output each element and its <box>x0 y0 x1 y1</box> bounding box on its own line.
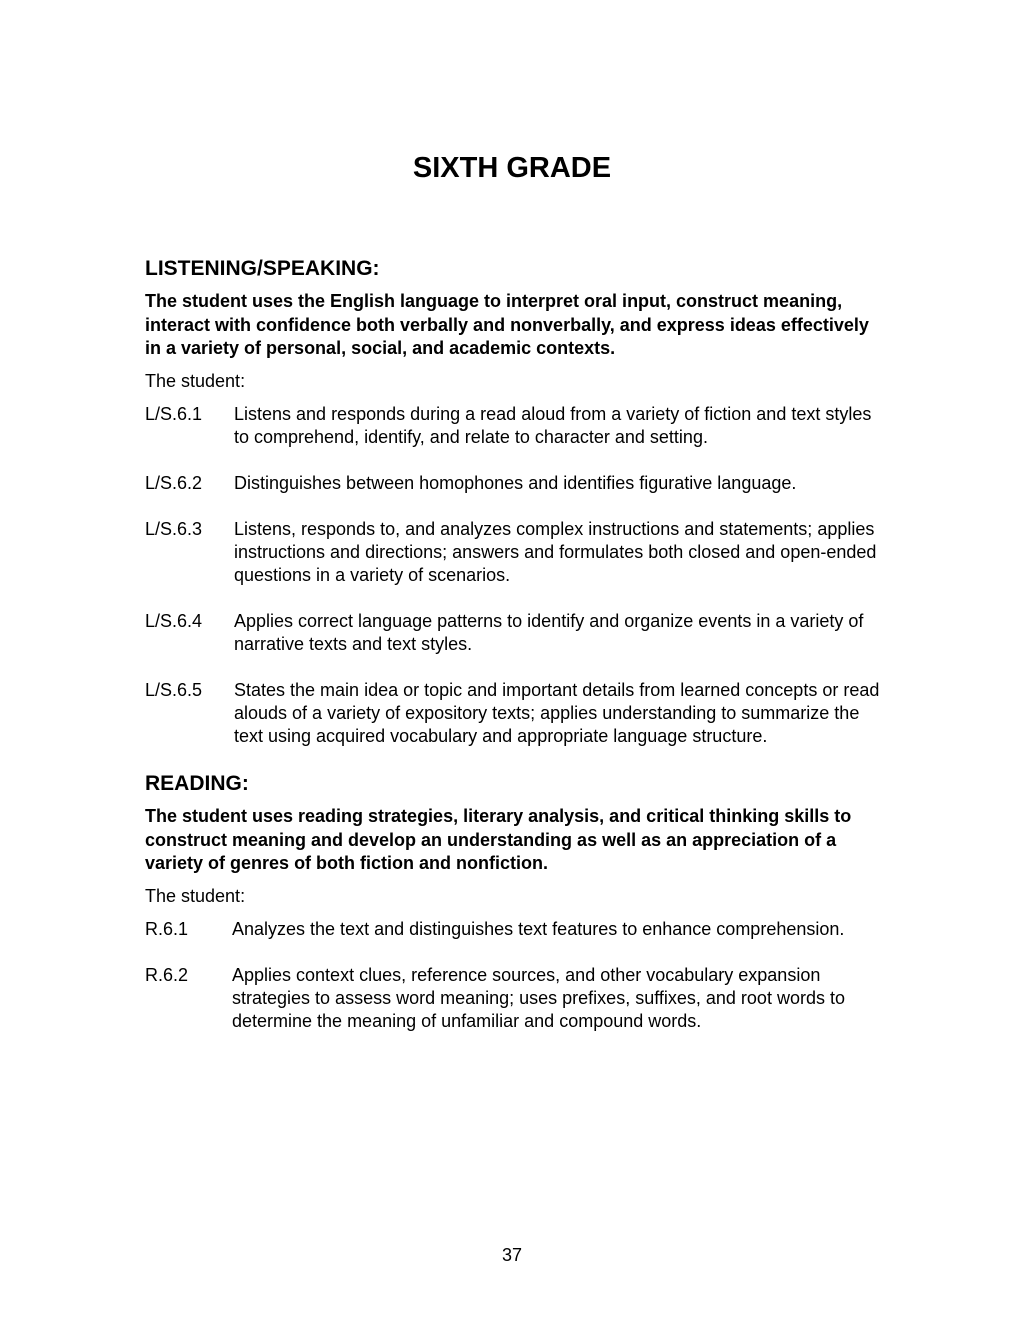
page-content <box>145 256 885 1056</box>
standard-code: R.6.2 <box>145 965 189 985</box>
standard-item <box>145 918 885 941</box>
reading-section <box>145 771 885 1033</box>
standard-description: Analyzes the text and distinguishes text features to enhance comprehension. <box>232 919 845 939</box>
standard-item <box>145 679 885 748</box>
page-title: SIXTH GRADE <box>412 152 612 184</box>
standard-code: L/S.6.3 <box>145 519 203 539</box>
standard-description: Listens and responds during a read aloud from a variety of fiction and text styles to comprehend, identify, and relate to character and setting. <box>234 404 872 447</box>
standard-code: R.6.1 <box>145 919 189 939</box>
section-intro-reading: The student uses reading strategies, literary analysis, and critical thinking skills to construct meaning and develop an understanding as well as an appreciation of a variety of genres of both fiction and nonfiction. <box>145 806 852 873</box>
lead-in-listening: The student: <box>145 370 246 391</box>
standard-description: Distinguishes between homophones and identifies figurative language. <box>234 473 797 493</box>
standard-item <box>145 518 885 587</box>
standard-code: L/S.6.5 <box>145 680 203 700</box>
standard-item <box>145 964 885 1033</box>
standard-code: L/S.6.1 <box>145 404 203 424</box>
standard-item <box>145 403 885 449</box>
section-heading-listening: LISTENING/SPEAKING: <box>145 257 380 280</box>
standard-code: L/S.6.2 <box>145 473 203 493</box>
page-number: 37 <box>501 1245 523 1265</box>
standard-item <box>145 472 885 495</box>
standard-description: Listens, responds to, and analyzes complex instructions and statements; applies instructions and directions; answers and formulates both closed and open-ended questions in a variety of scenarios. <box>234 519 877 585</box>
section-heading-reading: READING: <box>145 772 249 795</box>
standard-code: L/S.6.4 <box>145 611 203 631</box>
standard-description: Applies correct language patterns to identify and organize events in a variety of narrative texts and text styles. <box>234 611 864 654</box>
listening-speaking-section <box>145 256 885 748</box>
lead-in-reading: The student: <box>145 885 246 906</box>
standard-description: Applies context clues, reference sources, and other vocabulary expansion strategies to assess word meaning; uses prefixes, suffixes, and root words to determine the meaning of unfamiliar and compound words. <box>232 965 845 1031</box>
section-intro-listening: The student uses the English language to interpret oral input, construct meaning, interact with confidence both verbally and nonverbally, and express ideas effectively in a variety of personal, social, and academic contexts. <box>145 291 869 358</box>
standard-item <box>145 610 885 656</box>
standard-description: States the main idea or topic and important details from learned concepts or read alouds of a variety of expository texts; applies understanding to summarize the text using acquired vocabulary and appropriate language structure. <box>234 680 880 746</box>
